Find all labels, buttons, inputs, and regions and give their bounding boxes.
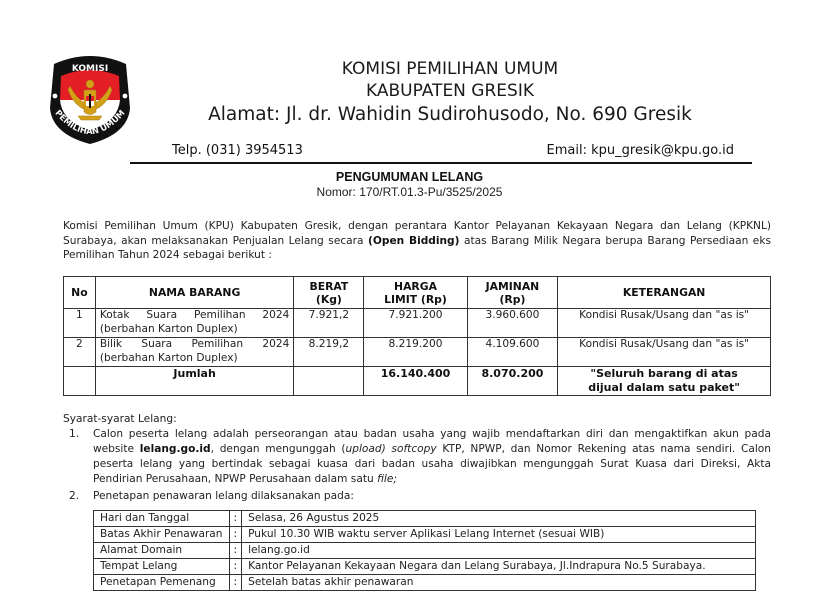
details-row: Tempat Lelang : Kantor Pelayanan Kekayaan Negara dan Lelang Surabaya, Jl.Indrapura No.5 Surabaya. (94, 559, 756, 575)
logo-bottom-text: PEMILIHAN UMUM (53, 107, 127, 137)
email: Email: kpu_gresik@kpu.go.id (546, 143, 734, 158)
row-jaminan: 4.109.600 (467, 338, 558, 367)
table-row (64, 309, 771, 338)
header-divider (130, 162, 752, 164)
org-region: KABUPATEN GRESIK (366, 81, 534, 101)
total-no (64, 367, 96, 396)
phone: Telp. (031) 3954513 (172, 143, 303, 158)
details-table (93, 510, 756, 591)
table-header-row (64, 277, 771, 309)
detail-value: Pukul 10.30 WIB waktu server Aplikasi Lelang Internet (sesuai WIB) (242, 527, 756, 543)
header-berat: BERAT (Kg) (294, 277, 364, 309)
row-harga: 7.921.200 (364, 309, 467, 338)
header-nama: NAMA BARANG (95, 277, 294, 309)
detail-label: Alamat Domain (94, 543, 230, 559)
row-no: 2 (64, 338, 96, 367)
intro-paragraph (63, 219, 771, 263)
intro-bold: (Open Bidding) (368, 234, 460, 247)
total-jaminan: 8.070.200 (467, 367, 558, 396)
logo-top-text: KOMISI (71, 64, 109, 74)
detail-value: Setelah batas akhir penawaran (242, 575, 756, 591)
requirements-heading: Syarat-syarat Lelang: (63, 413, 177, 425)
detail-label: Tempat Lelang (94, 559, 230, 575)
announcement-title: PENGUMUMAN LELANG (335, 170, 484, 184)
details-row: Batas Akhir Penawaran : Pukul 10.30 WIB waktu server Aplikasi Lelang Internet (sesuai WIB) (94, 527, 756, 543)
kpu-logo-icon (44, 50, 136, 146)
row-harga: 8.219.200 (364, 338, 467, 367)
row-keterangan: Kondisi Rusak/Usang dan "as is" (558, 338, 771, 367)
header-harga: HARGA LIMIT (Rp) (364, 277, 467, 309)
org-name: KOMISI PEMILIHAN UMUM (341, 59, 559, 79)
details-row: Penetapan Pemenang : Setelah batas akhir penawaran (94, 575, 756, 591)
total-harga: 16.140.400 (364, 367, 467, 396)
row-name: Bilik Suara Pemilihan 2024 (berbahan Karton Duplex) (95, 338, 294, 367)
intro-text-2: atas Barang Milik Negara berupa Barang Persediaan eks Pemilihan Tahun 2024 sebagai berikut : (63, 234, 771, 261)
detail-label: Batas Akhir Penawaran (94, 527, 230, 543)
row-berat: 7.921,2 (294, 309, 364, 338)
table-row (64, 338, 771, 367)
detail-label: Penetapan Pemenang (94, 575, 230, 591)
row-no: 1 (64, 309, 96, 338)
details-row: Hari dan Tanggal : Selasa, 26 Agustus 2025 (94, 511, 756, 527)
item-number: 2. (69, 490, 80, 502)
total-label: Jumlah (95, 367, 294, 396)
row-jaminan: 3.960.600 (467, 309, 558, 338)
detail-value: Selasa, 26 Agustus 2025 (242, 511, 756, 527)
total-berat (294, 367, 364, 396)
items-table (63, 276, 771, 396)
site-link[interactable]: lelang.go.id (139, 443, 211, 455)
total-keterangan: "Seluruh barang di atas dijual dalam satu paket" (558, 367, 771, 396)
row-berat: 8.219,2 (294, 338, 364, 367)
table-total-row (64, 367, 771, 396)
detail-value: Kantor Pelayanan Kekayaan Negara dan Lelang Surabaya, Jl.Indrapura No.5 Surabaya. (242, 559, 756, 575)
header-no: No (64, 277, 96, 309)
intro-text-1: Komisi Pemilihan Umum (KPU) Kabupaten Gresik, dengan perantara Kantor Pelayanan Kekayaan Negara dan Lelang (KPKNL) Surabaya, akan melaksanakan Penjualan Lelang secara (63, 220, 771, 247)
announcement-number: Nomor: 170/RT.01.3-Pu/3525/2025 (316, 185, 503, 199)
header-jaminan: JAMINAN (Rp) (467, 277, 558, 309)
row-name: Kotak Suara Pemilihan 2024 (berbahan Karton Duplex) (95, 309, 294, 338)
detail-value: lelang.go.id (242, 543, 756, 559)
row-keterangan: Kondisi Rusak/Usang dan "as is" (558, 309, 771, 338)
org-address: Alamat: Jl. dr. Wahidin Sudirohusodo, No. 690 Gresik (208, 104, 692, 125)
header-keterangan: KETERANGAN (558, 277, 771, 309)
item-number: 1. (69, 428, 80, 440)
details-row: Alamat Domain : lelang.go.id (94, 543, 756, 559)
detail-label: Hari dan Tanggal (94, 511, 230, 527)
